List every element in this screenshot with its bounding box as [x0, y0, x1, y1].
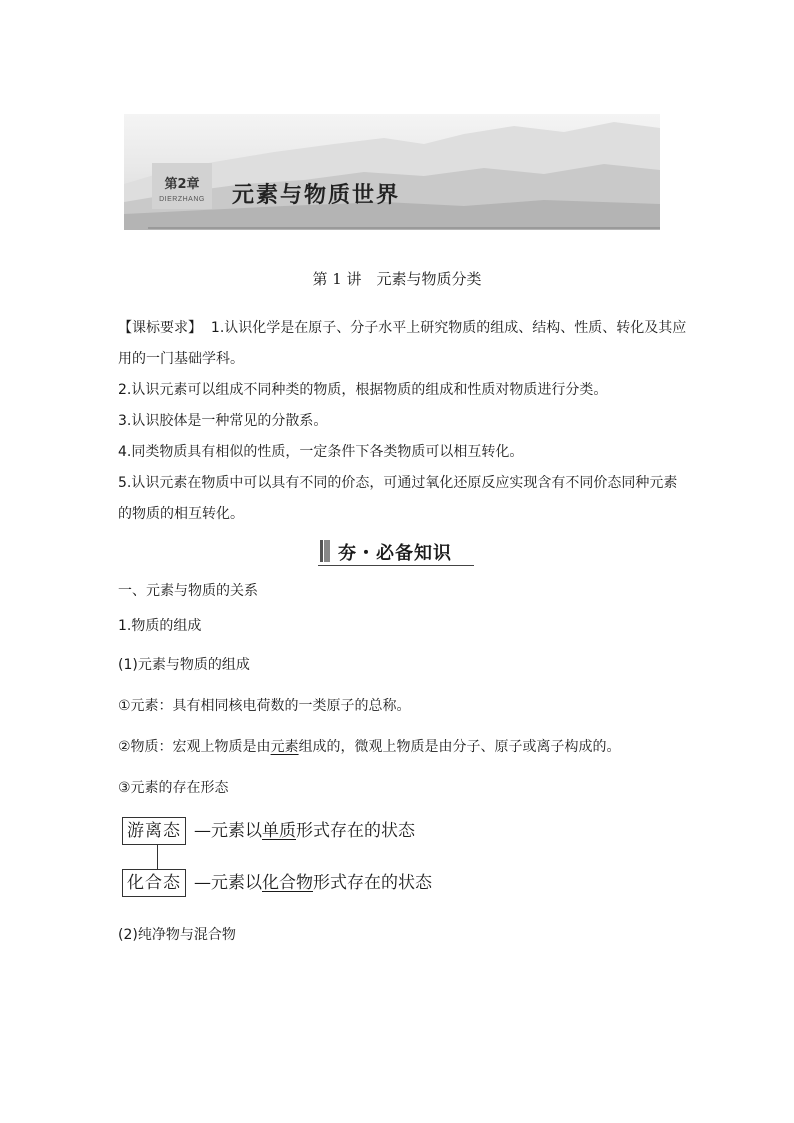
filled-blank: 化合物 — [262, 873, 313, 893]
heading-level-2: 1.物质的组成 — [118, 618, 202, 634]
chapter-number: 第2章 — [164, 177, 200, 192]
lesson-title: 第 1 讲 元素与物质分类 — [312, 270, 482, 288]
existence-forms-diagram — [122, 815, 542, 897]
section-heading — [318, 537, 474, 566]
requirement-item-2: 2.认识元素可以组成不同种类的物质，根据物质的组成和性质对物质进行分类。 — [118, 382, 608, 398]
chapter-pinyin: DIERZHANG — [159, 196, 205, 203]
substance-definition: ②物质：宏观上物质是由元素组成的，微观上物质是由分子、原子或离子构成的。 — [118, 739, 621, 755]
existence-forms-heading: ③元素的存在形态 — [118, 780, 229, 796]
chapter-title: 元素与物质世界 — [232, 183, 401, 208]
requirement-item-3: 3.认识胶体是一种常见的分散系。 — [118, 413, 328, 429]
requirement-item-4: 4.同类物质具有相似的性质，一定条件下各类物质可以相互转化。 — [118, 444, 524, 460]
heading-bar-icon — [320, 540, 330, 562]
requirements-label: 【课标要求】 — [118, 320, 202, 336]
chapter-badge — [152, 163, 212, 209]
heading-level-3-pure-mixture: (2)纯净物与混合物 — [118, 927, 236, 943]
combined-state-description: —元素以化合物形式存在的状态 — [194, 873, 432, 893]
free-state-box: 游离态 — [122, 817, 186, 845]
heading-level-1: 一、元素与物质的关系 — [118, 583, 258, 599]
filled-blank: 元素 — [270, 739, 299, 755]
requirement-item-1: 【课标要求】 1.认识化学是在原子、分子水平上研究物质的组成、结构、性质、转化及其应用的一门基础学科。 — [118, 320, 687, 367]
free-state-description: —元素以单质形式存在的状态 — [194, 821, 415, 841]
filled-blank: 单质 — [262, 821, 296, 841]
connector-line — [157, 844, 158, 869]
requirement-item-5: 5.认识元素在物质中可以具有不同的价态，可通过氧化还原反应实现含有不同价态同种元素的物质的相互转化。 — [118, 475, 678, 522]
banner-underline — [148, 227, 660, 229]
section-heading-text: 夯・必备知识 — [338, 543, 452, 564]
heading-level-3: (1)元素与物质的组成 — [118, 657, 250, 673]
combined-state-box: 化合态 — [122, 869, 186, 897]
element-definition: ①元素：具有相同核电荷数的一类原子的总称。 — [118, 698, 411, 714]
